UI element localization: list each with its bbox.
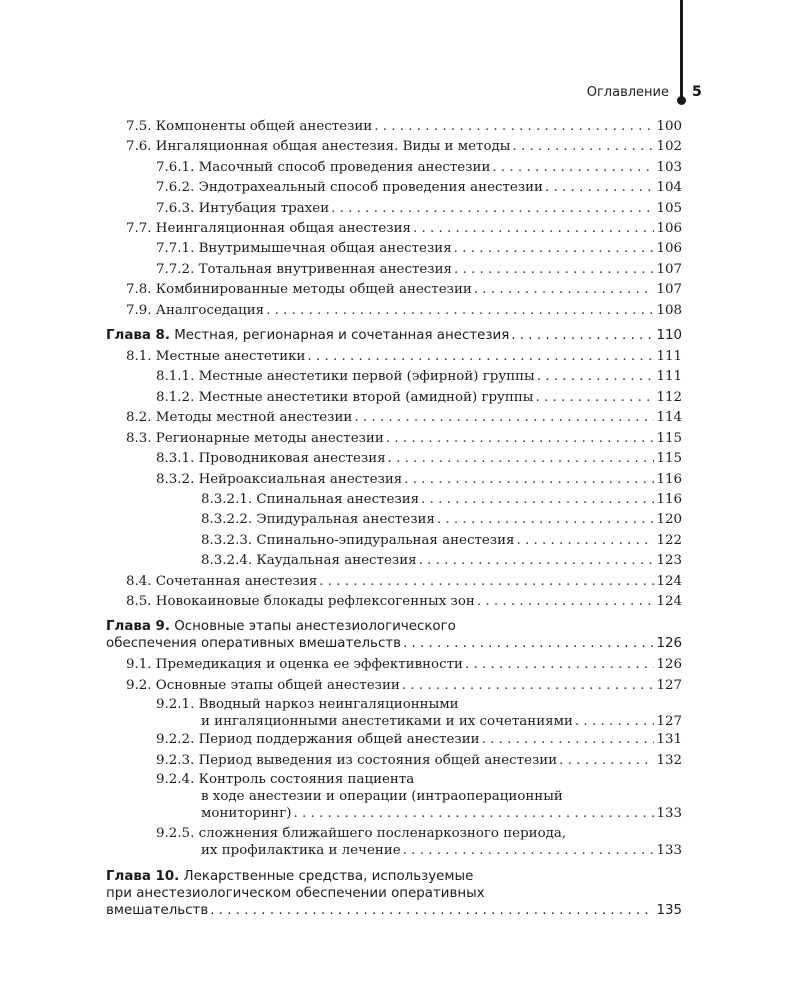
toc-entry-8-2[interactable]: 8.2. Методы местной анестезии . . . 114 [106, 408, 682, 428]
toc-entry-9-2-1[interactable]: 9.2.1. Вводный наркоз неингаляционными и ингаляционными анестетиками и их сочетаниями . . . 127 [106, 696, 682, 730]
toc-entry-9-2[interactable]: 9.2. Основные этапы общей анестезии . . . 127 [106, 676, 682, 696]
toc-entry-8-5[interactable]: 8.5. Новокаиновые блокады рефлексогенных зон . . . 124 [106, 592, 682, 612]
header-vertical-rule [680, 0, 683, 98]
running-title: Оглавление [586, 85, 669, 100]
toc-entry-7-6-3[interactable]: 7.6.3. Интубация трахеи . . . 105 [106, 199, 682, 219]
toc-entry-8-3-2-3[interactable]: 8.3.2.3. Спинально-эпидуральная анестезия . . . 122 [106, 531, 682, 551]
toc-entry-8-3-2-1[interactable]: 8.3.2.1. Спинальная анестезия . . . 116 [106, 490, 682, 510]
toc-entry-9-1[interactable]: 9.1. Премедикация и оценка ее эффективности . . . 126 [106, 655, 682, 675]
toc-entry-8-3[interactable]: 8.3. Регионарные методы анестезии . . . 115 [106, 429, 682, 449]
toc-entry-7-7-1[interactable]: 7.7.1. Внутримышечная общая анестезия . . . 106 [106, 239, 682, 259]
toc-entry-7-8[interactable]: 7.8. Комбинированные методы общей анестезии . . . 107 [106, 280, 682, 300]
toc-entry-8-1-2[interactable]: 8.1.2. Местные анестетики второй (амидной) группы . . . 112 [106, 388, 682, 408]
toc-entry-7-7-2[interactable]: 7.7.2. Тотальная внутривенная анестезия . . . 107 [106, 260, 682, 280]
toc-chapter-10[interactable]: Глава 10. Лекарственные средства, используемые при анестезиологическом обеспечении оперативных вмешательств . . . 135 [106, 868, 682, 919]
toc-entry-8-3-1[interactable]: 8.3.1. Проводниковая анестезия . . . 115 [106, 449, 682, 469]
toc-entry-9-2-4[interactable]: 9.2.4. Контроль состояния пациента в ходе анестезии и операции (интраоперационный мониторинг) . . . 133 [106, 771, 682, 822]
toc-chapter-8[interactable]: Глава 8. Местная, регионарная и сочетанная анестезия . . . 110 [106, 327, 682, 344]
toc-entry-9-2-3[interactable]: 9.2.3. Период выведения из состояния общей анестезии . . . 132 [106, 751, 682, 771]
toc-entry-8-3-2[interactable]: 8.3.2. Нейроаксиальная анестезия . . . 116 [106, 470, 682, 490]
toc-entry-8-4[interactable]: 8.4. Сочетанная анестезия . . . 124 [106, 572, 682, 592]
toc-chapter-9[interactable]: Глава 9. Основные этапы анестезиологического обеспечения оперативных вмешательств . . . 126 [106, 618, 682, 652]
toc-entry-8-1[interactable]: 8.1. Местные анестетики . . . 111 [106, 347, 682, 367]
chapter-label: Глава 9. [106, 619, 170, 635]
header-rule-dot [677, 96, 686, 105]
toc-entry-8-1-1[interactable]: 8.1.1. Местные анестетики первой (эфирной) группы . . . 111 [106, 367, 682, 387]
chapter-label: Глава 10. [106, 868, 180, 884]
table-of-contents [106, 117, 682, 919]
toc-entry-7-6[interactable]: 7.6. Ингаляционная общая анестезия. Виды и методы . . . 102 [106, 137, 682, 157]
toc-entry-8-3-2-2[interactable]: 8.3.2.2. Эпидуральная анестезия . . . 120 [106, 510, 682, 530]
toc-entry-7-7[interactable]: 7.7. Неингаляционная общая анестезия . . . 106 [106, 219, 682, 239]
page-number: 5 [692, 84, 702, 100]
toc-entry-7-9[interactable]: 7.9. Аналгоседация . . . 108 [106, 301, 682, 321]
toc-entry-7-6-2[interactable]: 7.6.2. Эндотрахеальный способ проведения анестезии . . . 104 [106, 178, 682, 198]
toc-entry-7-5[interactable]: 7.5. Компоненты общей анестезии . . . 100 [106, 117, 682, 137]
toc-entry-8-3-2-4[interactable]: 8.3.2.4. Каудальная анестезия . . . 123 [106, 551, 682, 571]
toc-entry-9-2-2[interactable]: 9.2.2. Период поддержания общей анестезии . . . 131 [106, 730, 682, 750]
toc-entry-7-6-1[interactable]: 7.6.1. Масочный способ проведения анестезии . . . 103 [106, 158, 682, 178]
toc-entry-9-2-5[interactable]: 9.2.5. сложнения ближайшего посленаркозного периода, их профилактика и лечение . . . 133 [106, 825, 682, 859]
chapter-label: Глава 8. [106, 328, 170, 344]
